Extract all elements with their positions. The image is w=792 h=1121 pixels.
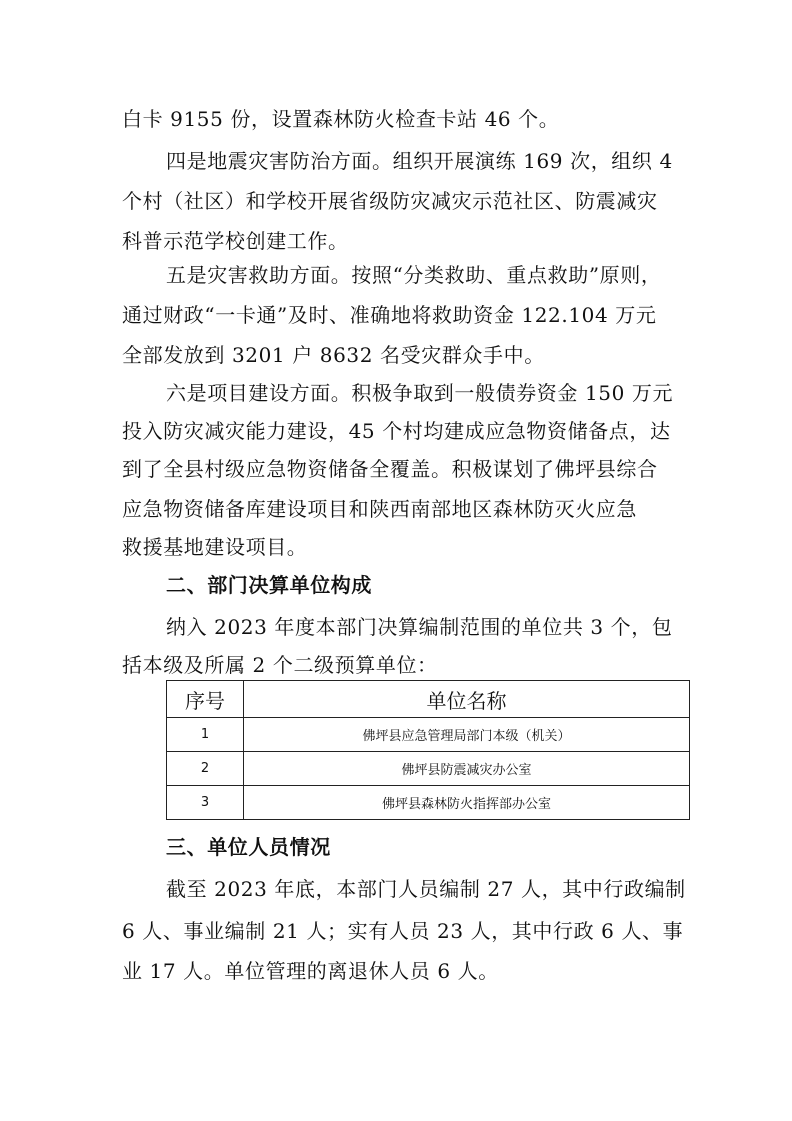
section-heading-unit-composition: 二、部门决算单位构成 [166, 573, 372, 597]
paragraph-line: 投入防灾减灾能力建设，45 个村均建成应急物资储备点，达 [122, 419, 671, 443]
table-header-row [167, 681, 690, 718]
paragraph-line: 业 17 人。单位管理的离退休人员 6 人。 [122, 959, 499, 983]
paragraph-line: 个村（社区）和学校开展省级防灾减灾示范社区、防震减灾 [122, 189, 658, 213]
table-row [167, 718, 690, 752]
paragraph-line: 救援基地建设项目。 [122, 535, 308, 559]
paragraph-line: 白卡 9155 份，设置森林防火检查卡站 46 个。 [122, 107, 560, 131]
cell-unit-name: 佛坪县应急管理局部门本级（机关） [244, 718, 690, 752]
paragraph-line: 六是项目建设方面。积极争取到一般债券资金 150 万元 [166, 381, 674, 405]
paragraph-line: 四是地震灾害防治方面。组织开展演练 169 次，组织 4 [166, 149, 673, 173]
paragraph-line: 截至 2023 年底，本部门人员编制 27 人，其中行政编制 [166, 877, 686, 901]
paragraph-line: 通过财政“一卡通”及时、准确地将救助资金 122.104 万元 [122, 303, 657, 327]
table-row [167, 752, 690, 786]
unit-table [166, 680, 690, 820]
cell-serial-number: 2 [167, 752, 244, 786]
cell-unit-name: 佛坪县防震减灾办公室 [244, 752, 690, 786]
cell-serial-number: 3 [167, 786, 244, 820]
paragraph-line: 科普示范学校创建工作。 [122, 229, 349, 253]
paragraph-line: 应急物资储备库建设项目和陕西南部地区森林防灭火应急 [122, 497, 637, 521]
cell-unit-name: 佛坪县森林防火指挥部办公室 [244, 786, 690, 820]
paragraph-line: 全部发放到 3201 户 8632 名受灾群众手中。 [122, 343, 545, 367]
section-heading-staff: 三、单位人员情况 [166, 835, 331, 859]
table-row [167, 786, 690, 820]
paragraph-line: 五是灾害救助方面。按照“分类救助、重点救助”原则， [166, 263, 662, 287]
paragraph-line: 6 人、事业编制 21 人；实有人员 23 人，其中行政 6 人、事 [122, 919, 684, 943]
header-unit-name: 单位名称 [244, 681, 690, 718]
paragraph-line: 括本级及所属 2 个二级预算单位： [122, 653, 438, 677]
header-serial-number: 序号 [167, 681, 244, 718]
cell-serial-number: 1 [167, 718, 244, 752]
paragraph-line: 纳入 2023 年度本部门决算编制范围的单位共 3 个，包 [166, 615, 673, 639]
paragraph-line: 到了全县村级应急物资储备全覆盖。积极谋划了佛坪县综合 [122, 457, 658, 481]
